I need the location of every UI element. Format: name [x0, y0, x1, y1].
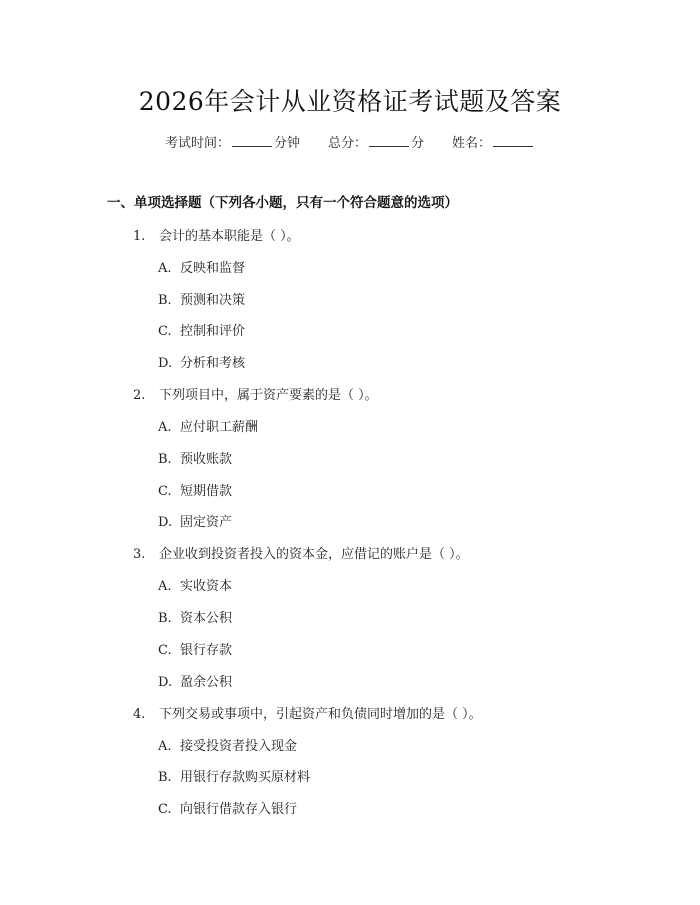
option-text: 预测和决策 — [180, 293, 246, 308]
option-2b — [158, 448, 232, 467]
option-3a — [158, 575, 232, 594]
option-letter: D. — [158, 515, 173, 530]
option-1a — [158, 257, 245, 276]
option-2d — [158, 511, 232, 530]
exam-time-blank — [232, 134, 272, 147]
exam-time — [165, 132, 300, 151]
total-score-unit: 分 — [411, 136, 425, 151]
question-number: 4. — [133, 707, 146, 722]
exam-time-unit: 分钟 — [273, 136, 300, 151]
question-text: 企业收到投资者投入的资本金，应借记的账户是（ ）。 — [159, 547, 469, 562]
option-text: 反映和监督 — [180, 261, 246, 276]
question-3 — [133, 543, 469, 562]
question-4 — [133, 703, 482, 722]
student-name — [452, 132, 535, 151]
question-text: 下列项目中，属于资产要素的是（ ）。 — [159, 388, 378, 403]
option-text: 银行存款 — [180, 643, 233, 658]
option-1c — [158, 320, 245, 339]
option-4c — [158, 798, 297, 817]
section-heading: 一、单项选择题（下列各小题，只有一个符合题意的选项） — [107, 195, 458, 211]
option-1b — [158, 289, 245, 308]
option-letter: B. — [158, 770, 172, 785]
option-text: 控制和评价 — [180, 324, 246, 339]
total-score-label: 总分： — [327, 136, 367, 151]
question-number: 1. — [133, 229, 146, 244]
question-2 — [133, 384, 378, 403]
page-title: 2026年会计从业资格证考试题及答案 — [138, 87, 562, 116]
option-letter: B. — [158, 293, 172, 308]
option-1d — [158, 352, 245, 371]
question-text: 下列交易或事项中，引起资产和负债同时增加的是（ ）。 — [159, 707, 482, 722]
option-3b — [158, 607, 232, 626]
option-text: 短期借款 — [180, 484, 233, 499]
option-2a — [158, 416, 258, 435]
option-letter: C. — [158, 324, 172, 339]
option-letter: A. — [158, 261, 172, 276]
option-2c — [158, 480, 232, 499]
option-letter: C. — [158, 484, 172, 499]
option-letter: D. — [158, 356, 173, 371]
total-score-blank — [369, 134, 409, 147]
option-text: 固定资产 — [180, 515, 233, 530]
option-text: 盈余公积 — [180, 675, 233, 690]
option-letter: D. — [158, 675, 173, 690]
option-letter: C. — [158, 643, 172, 658]
option-text: 资本公积 — [180, 611, 233, 626]
option-text: 接受投资者投入现金 — [180, 739, 298, 754]
option-text: 用银行存款购买原材料 — [180, 770, 311, 785]
option-3c — [158, 639, 232, 658]
option-letter: A. — [158, 579, 172, 594]
question-text: 会计的基本职能是（ ）。 — [159, 229, 300, 244]
option-letter: A. — [158, 739, 172, 754]
option-3d — [158, 671, 232, 690]
total-score — [328, 132, 424, 151]
option-text: 预收账款 — [180, 452, 233, 467]
exam-time-label: 考试时间： — [164, 136, 230, 151]
question-number: 3. — [133, 547, 146, 562]
question-1 — [133, 225, 300, 244]
student-name-label: 姓名： — [452, 136, 492, 151]
option-letter: B. — [158, 611, 172, 626]
option-text: 向银行借款存入银行 — [180, 802, 298, 817]
option-4a — [158, 735, 297, 754]
student-name-blank — [493, 134, 533, 147]
option-letter: B. — [158, 452, 172, 467]
option-letter: C. — [158, 802, 172, 817]
option-letter: A. — [158, 420, 172, 435]
option-text: 应付职工薪酬 — [180, 420, 259, 435]
option-4b — [158, 766, 310, 785]
exam-meta — [0, 132, 700, 151]
option-text: 分析和考核 — [180, 356, 246, 371]
question-number: 2. — [133, 388, 146, 403]
option-text: 实收资本 — [180, 579, 233, 594]
